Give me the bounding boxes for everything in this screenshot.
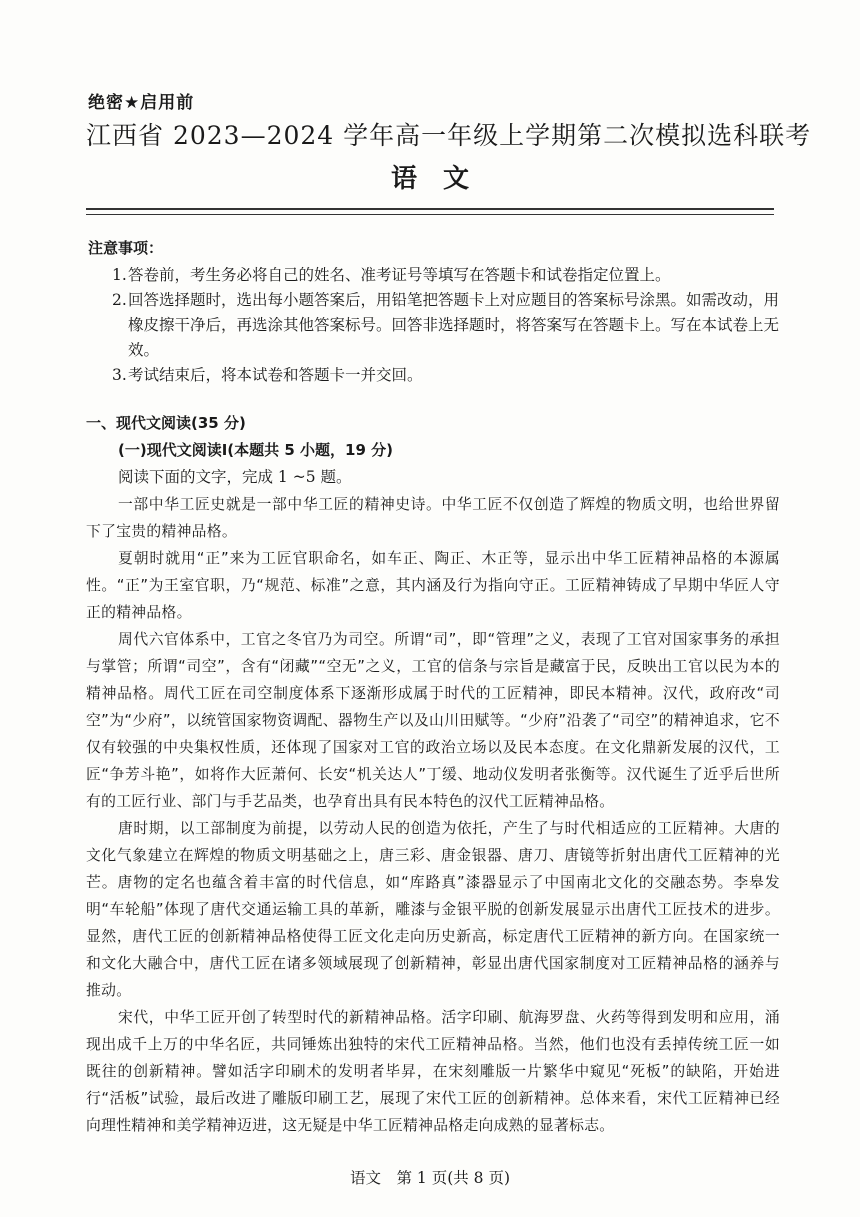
note-item bbox=[80, 288, 780, 363]
reading-section bbox=[86, 410, 780, 1139]
note-item bbox=[80, 263, 780, 288]
subject-title: 语文 bbox=[390, 164, 495, 194]
passage-paragraph: 夏朝时就用“正”来为工匠官职命名，如车正、陶正、木正等，显示出中华工匠精神品格的本源属性。“正”为王室官职，乃“规范、标准”之意，其内涵及行为指向守正。工匠精神铸成了早期中华匠人守正的精神品格。 bbox=[86, 550, 780, 621]
notes-block bbox=[88, 236, 780, 388]
note-text: 考试结束后，将本试卷和答题卡一并交回。 bbox=[128, 366, 423, 384]
note-number: 2. bbox=[112, 291, 127, 309]
note-number: 3. bbox=[112, 366, 127, 384]
note-item bbox=[80, 363, 780, 388]
subsection-title: (一)现代文阅读Ⅰ(本题共 5 小题，19 分) bbox=[118, 441, 393, 459]
confidential-mark: 绝密★启用前 bbox=[88, 93, 195, 113]
passage-paragraph: 一部中华工匠史就是一部中华工匠的精神史诗。中华工匠不仅创造了辉煌的物质文明，也给世界留下了宝贵的精神品格。 bbox=[86, 496, 780, 540]
note-text: 回答选择题时，选出每小题答案后，用铅笔把答题卡上对应题目的答案标号涂黑。如需改动，用橡皮擦干净后，再选涂其他答案标号。回答非选择题时，将答案写在答题卡上。写在本试卷上无效。 bbox=[128, 291, 780, 359]
passage-paragraph: 周代六官体系中，工官之冬官乃为司空。所谓“司”，即“管理”之义，表现了工官对国家事务的承担与掌管；所谓“司空”，含有“闭藏”“空无”之义，工官的信条与宗旨是藏富于民，反映出工官以民为本的精神品格。周代工匠在司空制度体系下逐渐形成属于时代的工匠精神，即民本精神。汉代，政府改“司空”为“少府”，以统管国家物资调配、器物生产以及山川田赋等。“少府”沿袭了“司空”的精神追求，它不仅有较强的中央集权性质，还体现了国家对工官的政治立场以及民本态度。在文化鼎新发展的汉代，工匠“争芳斗艳”，如将作大匠萧何、长安“机关达人”丁缓、地动仪发明者张衡等。汉代诞生了近乎后世所有的工匠行业、部门与手艺品类，也孕育出具有民本特色的汉代工匠精神品格。 bbox=[86, 631, 780, 810]
note-text: 答卷前，考生务必将自己的姓名、准考证号等填写在答题卡和试卷指定位置上。 bbox=[128, 266, 671, 284]
section-title: 一、现代文阅读(35 分) bbox=[86, 414, 246, 432]
note-number: 1. bbox=[112, 266, 127, 284]
header-rule-thick bbox=[86, 208, 774, 210]
exam-title: 江西省 2023—2024 学年高一年级上学期第二次模拟选科联考 bbox=[86, 121, 812, 150]
page-footer: 语文 第 1 页(共 8 页) bbox=[349, 1169, 511, 1187]
header-rule-thin bbox=[86, 214, 774, 215]
reading-instruction: 阅读下面的文字，完成 1 ~5 题。 bbox=[118, 468, 352, 486]
passage-paragraph: 宋代，中华工匠开创了转型时代的新精神品格。活字印刷、航海罗盘、火药等得到发明和应用，涌现出成千上万的中华名匠，共同锤炼出独特的宋代工匠精神品格。当然，他们也没有丢掉传统工匠一如既往的创新精神。譬如活字印刷术的发明者毕昇，在宋刻雕版一片繁华中窥见“死板”的缺陷，开始进行“活板”试验，最后改进了雕版印刷工艺，展现了宋代工匠的创新精神。总体来看，宋代工匠精神已经向理性精神和美学精神迈进，这无疑是中华工匠精神品格走向成熟的显著标志。 bbox=[86, 1009, 780, 1134]
notes-heading: 注意事项： bbox=[88, 239, 164, 257]
passage-paragraph: 唐时期，以工部制度为前提，以劳动人民的创造为依托，产生了与时代相适应的工匠精神。大唐的文化气象建立在辉煌的物质文明基础之上，唐三彩、唐金银器、唐刀、唐镜等折射出唐代工匠精神的光芒。唐物的定名也蕴含着丰富的时代信息，如“库路真”漆器显示了中国南北文化的交融态势。李皋发明“车轮船”体现了唐代交通运输工具的革新，雕漆与金银平脱的创新发展显示出唐代工匠技术的进步。显然，唐代工匠的创新精神品格使得工匠文化走向历史新高，标定唐代工匠精神的新方向。在国家统一和文化大融合中，唐代工匠在诸多领域展现了创新精神，彰显出唐代国家制度对工匠精神品格的涵养与推动。 bbox=[86, 820, 780, 999]
